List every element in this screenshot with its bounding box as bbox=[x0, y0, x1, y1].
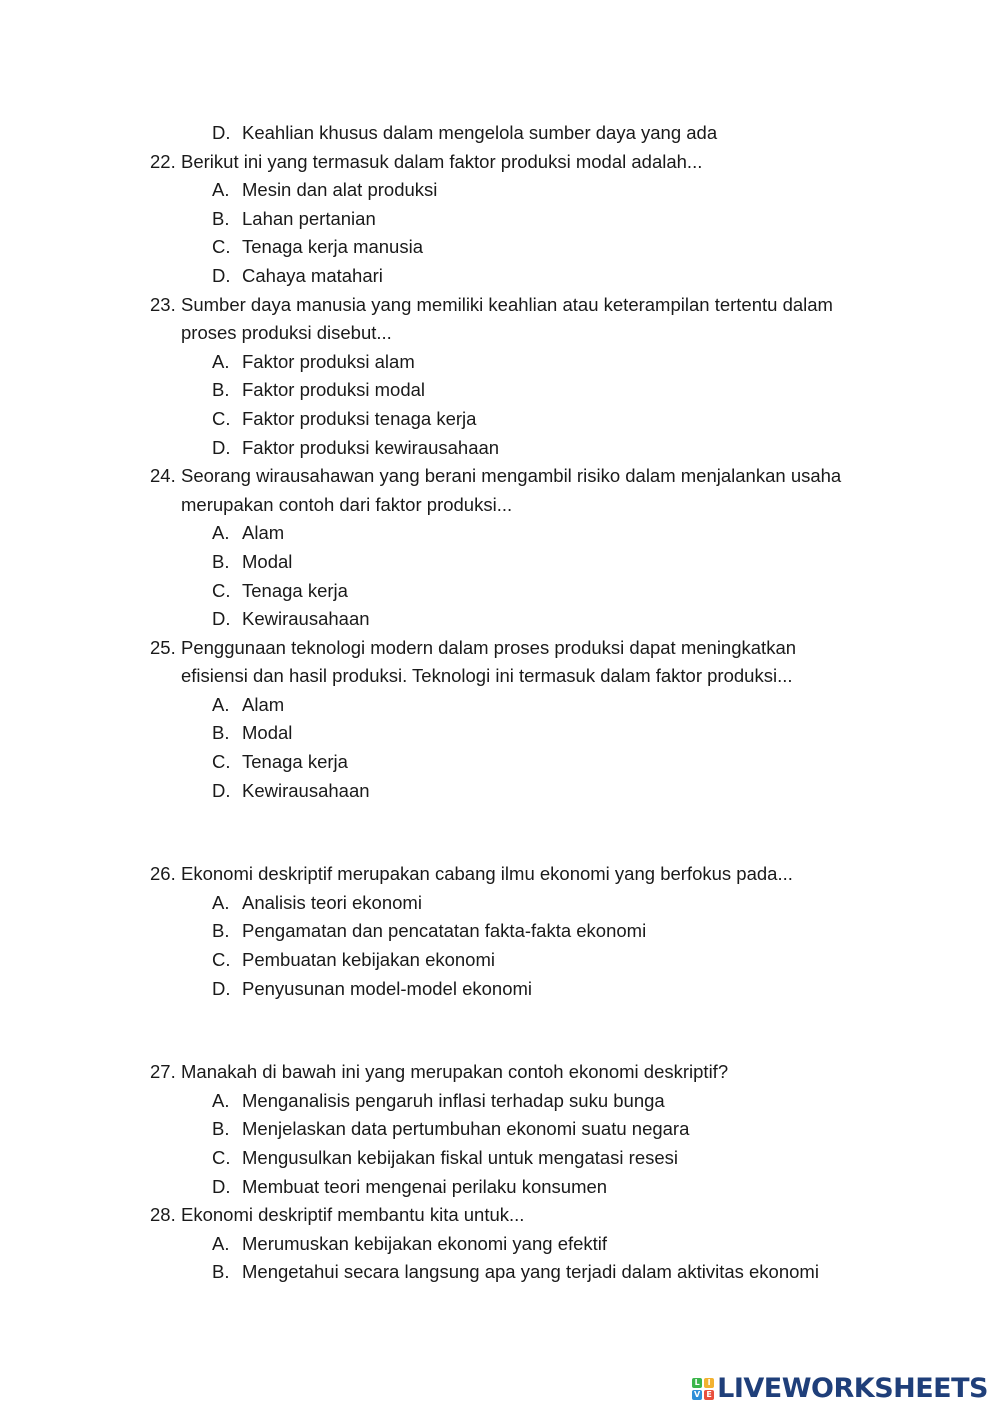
question-number: 28. bbox=[150, 1204, 176, 1226]
option-b[interactable] bbox=[0, 917, 1000, 946]
option-letter: B. bbox=[212, 722, 230, 744]
question-27 bbox=[0, 1058, 1000, 1201]
option-text: Mengusulkan kebijakan fiskal untuk mengatasi resesi bbox=[242, 1147, 679, 1168]
question-number: 25. bbox=[150, 636, 176, 658]
option-c[interactable] bbox=[0, 577, 1000, 606]
option-d[interactable] bbox=[0, 262, 1000, 291]
option-text: Menganalisis pengaruh inflasi terhadap suku bunga bbox=[242, 1089, 665, 1111]
question-line: Seorang wirausahawan yang berani mengambil risiko dalam menjalankan usaha bbox=[181, 465, 842, 487]
option-text: Pengamatan dan pencatatan fakta-fakta ekonomi bbox=[242, 920, 647, 942]
question-22 bbox=[0, 148, 1000, 291]
liveworksheets-logo bbox=[692, 1373, 988, 1404]
question-line: proses produksi disebut... bbox=[181, 322, 392, 344]
question-line: Ekonomi deskriptif merupakan cabang ilmu ekonomi yang berfokus pada... bbox=[181, 863, 793, 885]
option-c[interactable] bbox=[0, 1144, 1000, 1173]
option-a[interactable] bbox=[0, 176, 1000, 205]
option-c[interactable] bbox=[0, 748, 1000, 777]
option-text: Cahaya matahari bbox=[242, 264, 383, 286]
option-letter: C. bbox=[212, 236, 231, 258]
logo-icon bbox=[692, 1378, 714, 1400]
option-text: Faktor produksi modal bbox=[242, 379, 426, 401]
logo-tile: V bbox=[694, 1390, 701, 1399]
option-letter: B. bbox=[212, 1118, 230, 1140]
option-21-d bbox=[0, 119, 1000, 148]
question-line: Ekonomi deskriptif membantu kita untuk... bbox=[181, 1204, 525, 1226]
option-letter: A. bbox=[212, 350, 230, 372]
question-line: efisiensi dan hasil produksi. Teknologi ini termasuk dalam faktor produksi... bbox=[181, 665, 793, 687]
option-c[interactable] bbox=[0, 233, 1000, 262]
option-letter: D. bbox=[212, 122, 231, 143]
option-b[interactable] bbox=[0, 1258, 1000, 1287]
option-letter: C. bbox=[212, 579, 231, 601]
option-text: Penyusunan model-model ekonomi bbox=[242, 977, 533, 999]
option-b[interactable] bbox=[0, 719, 1000, 748]
option-text: Tenaga kerja bbox=[242, 751, 348, 773]
option-a[interactable] bbox=[0, 519, 1000, 548]
option-letter: B. bbox=[212, 920, 230, 942]
option-letter: A. bbox=[212, 693, 230, 715]
question-text bbox=[0, 462, 1000, 491]
question-line: merupakan contoh dari faktor produksi... bbox=[181, 493, 513, 515]
option-text: Faktor produksi kewirausahaan bbox=[242, 436, 500, 458]
option-d[interactable] bbox=[0, 777, 1000, 806]
question-line: Berikut ini yang termasuk dalam faktor produksi modal adalah... bbox=[181, 150, 703, 172]
option-text: Membuat teori mengenai perilaku konsumen bbox=[242, 1175, 608, 1197]
option-a[interactable] bbox=[0, 1087, 1000, 1116]
worksheet bbox=[0, 119, 1000, 1287]
option-letter: A. bbox=[212, 891, 230, 913]
option-text: Modal bbox=[242, 722, 293, 744]
option-text: Merumuskan kebijakan ekonomi yang efektif bbox=[242, 1232, 608, 1254]
question-28 bbox=[0, 1201, 1000, 1287]
option-text: Alam bbox=[242, 522, 285, 544]
option-letter: A. bbox=[212, 1089, 230, 1111]
option-text: Tenaga kerja bbox=[242, 579, 348, 601]
option-text: Mengetahui secara langsung apa yang terjadi dalam aktivitas ekonomi bbox=[242, 1261, 819, 1283]
option-text: Tenaga kerja manusia bbox=[242, 236, 423, 258]
option-text: Keahlian khusus dalam mengelola sumber daya yang ada bbox=[242, 122, 718, 143]
question-text bbox=[0, 634, 1000, 663]
question-line: Manakah di bawah ini yang merupakan contoh ekonomi deskriptif? bbox=[181, 1061, 729, 1083]
option-letter: D. bbox=[212, 436, 231, 458]
option-text: Faktor produksi tenaga kerja bbox=[242, 407, 477, 429]
option-text: Kewirausahaan bbox=[242, 779, 370, 801]
question-text bbox=[0, 1201, 1000, 1230]
question-number: 27. bbox=[150, 1061, 176, 1083]
option-b[interactable] bbox=[0, 376, 1000, 405]
option-a[interactable] bbox=[0, 348, 1000, 377]
option-letter: D. bbox=[212, 608, 231, 630]
option-text: Kewirausahaan bbox=[242, 608, 370, 630]
question-text bbox=[0, 1058, 1000, 1087]
option-a[interactable] bbox=[0, 889, 1000, 918]
logo-tile: I bbox=[704, 1378, 714, 1388]
spacer bbox=[0, 1003, 1000, 1058]
option-text: Menjelaskan data pertumbuhan ekonomi suatu negara bbox=[242, 1118, 690, 1140]
option-letter: A. bbox=[212, 179, 230, 201]
option-text: Faktor produksi alam bbox=[242, 350, 415, 372]
question-number: 23. bbox=[150, 293, 176, 315]
question-text bbox=[0, 148, 1000, 177]
option-b[interactable] bbox=[0, 205, 1000, 234]
option-text: Analisis teori ekonomi bbox=[242, 891, 422, 913]
option-letter: A. bbox=[212, 522, 230, 544]
option-text: Lahan pertanian bbox=[242, 207, 376, 229]
option-letter: B. bbox=[212, 550, 230, 572]
question-text bbox=[0, 860, 1000, 889]
question-number: 22. bbox=[150, 150, 176, 172]
option-letter: C. bbox=[212, 1147, 231, 1168]
option-c[interactable] bbox=[0, 405, 1000, 434]
option-b[interactable] bbox=[0, 1115, 1000, 1144]
option-a[interactable] bbox=[0, 1230, 1000, 1259]
option-letter: D. bbox=[212, 1175, 231, 1197]
option-letter: D. bbox=[212, 977, 231, 999]
option-d[interactable] bbox=[0, 605, 1000, 634]
logo-tile: L bbox=[692, 1378, 702, 1388]
question-25 bbox=[0, 634, 1000, 806]
option-d[interactable] bbox=[0, 1173, 1000, 1202]
option-text: Pembuatan kebijakan ekonomi bbox=[242, 949, 495, 971]
option-letter: C. bbox=[212, 949, 231, 971]
option-d[interactable] bbox=[0, 975, 1000, 1004]
option-letter: B. bbox=[212, 207, 230, 229]
option-b[interactable] bbox=[0, 548, 1000, 577]
option-text: Alam bbox=[242, 693, 285, 715]
logo-text: LIVEWORKSHEETS bbox=[717, 1373, 988, 1404]
option-letter: C. bbox=[212, 751, 231, 773]
question-number: 24. bbox=[150, 465, 176, 487]
question-23 bbox=[0, 291, 1000, 463]
option-letter: D. bbox=[212, 779, 231, 801]
question-text bbox=[0, 291, 1000, 320]
logo-tile: E bbox=[704, 1390, 714, 1400]
option-letter: B. bbox=[212, 379, 230, 401]
question-line: Penggunaan teknologi modern dalam proses produksi dapat meningkatkan bbox=[181, 636, 797, 658]
question-line: Sumber daya manusia yang memiliki keahlian atau keterampilan tertentu dalam bbox=[181, 293, 833, 315]
option-letter: B. bbox=[212, 1261, 230, 1283]
option-d[interactable] bbox=[0, 434, 1000, 463]
option-text: Modal bbox=[242, 550, 293, 572]
question-number: 26. bbox=[150, 863, 176, 885]
option-a[interactable] bbox=[0, 691, 1000, 720]
option-letter: A. bbox=[212, 1232, 230, 1254]
question-26 bbox=[0, 860, 1000, 1003]
option-c[interactable] bbox=[0, 946, 1000, 975]
option-text: Mesin dan alat produksi bbox=[242, 179, 438, 201]
option-letter: D. bbox=[212, 264, 231, 286]
spacer bbox=[0, 805, 1000, 860]
question-24 bbox=[0, 462, 1000, 634]
option-letter: C. bbox=[212, 407, 231, 429]
